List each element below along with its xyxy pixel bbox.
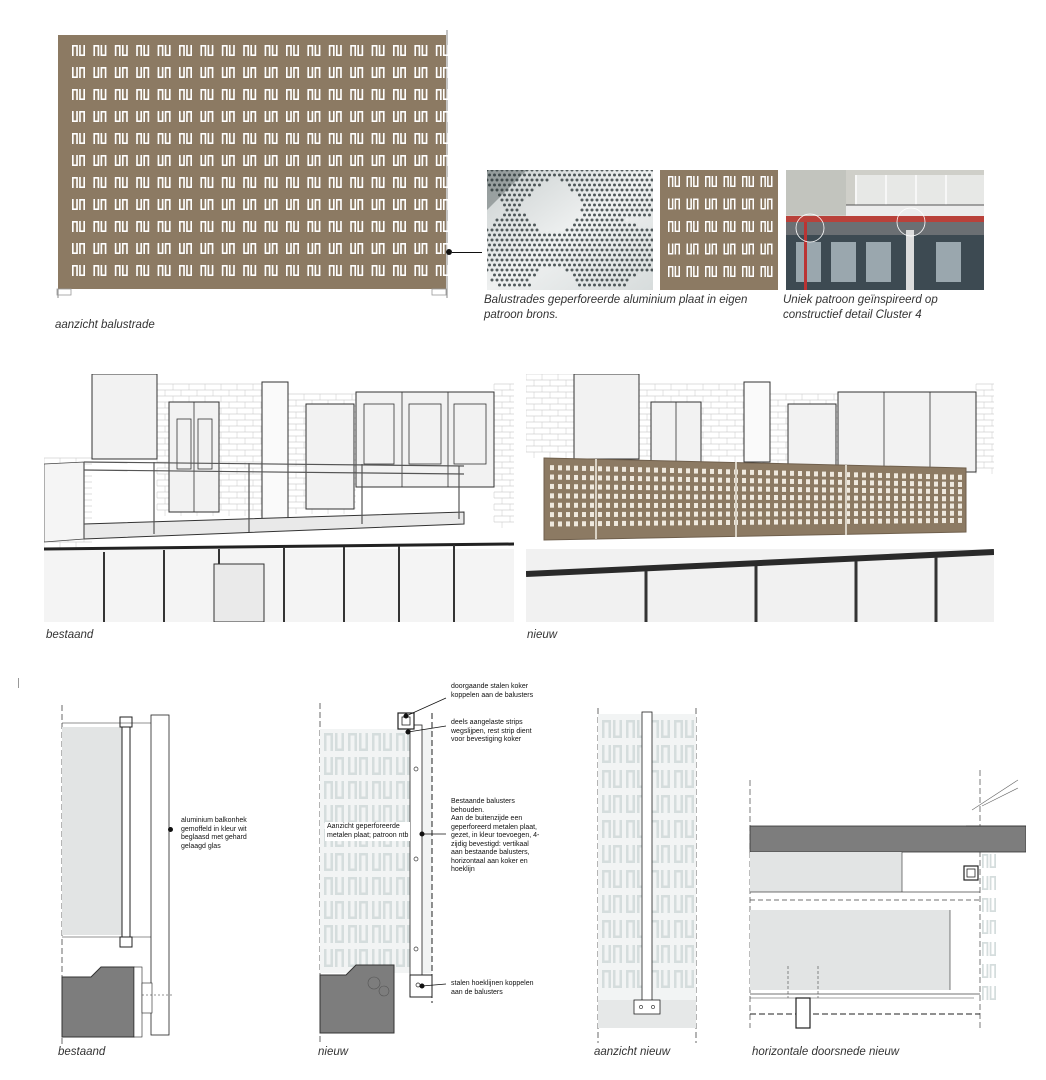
caption-bestaand-bottom: bestaand: [58, 1046, 106, 1058]
pattern-cutout: [990, 964, 996, 978]
caption-horizontale-doorsnede: horizontale doorsnede nieuw: [752, 1046, 900, 1058]
pattern-cutout: [990, 986, 996, 1000]
pattern-cutout: [982, 876, 988, 890]
note-balkonhek: aluminium balkonhek gemoffeld in kleur wit beglaasd met gehard gelaagd glas: [181, 817, 247, 850]
building-photo: [786, 170, 984, 290]
pattern-cutout: [982, 920, 988, 934]
balustrade-elevation: [55, 30, 455, 300]
detail-horizontale-doorsnede: [736, 770, 1026, 1030]
caption-bestaand-top: bestaand: [46, 629, 94, 641]
pattern-cutout: [982, 964, 988, 978]
caption-perforated: Balustrades geperforeerde aluminium plaat in eigen patroon brons.: [484, 294, 748, 321]
pattern-cutout: [990, 876, 996, 890]
caption-nieuw-bottom: nieuw: [318, 1046, 349, 1058]
detail-bestaand: [56, 705, 176, 1045]
note-balusters: Bestaande balusters behouden. Aan de buitenzijde een geperforeerd metalen plaat, gezet, in kleur toevoegen, 4- zijdig bevestigd: vertikaal aan bestaande balusters, horizontaal aan koker en hoeklijn: [451, 798, 540, 873]
pattern-cutout: [982, 854, 988, 868]
pattern-cutout: [982, 942, 988, 956]
caption-aanzicht-nieuw: aanzicht nieuw: [594, 1046, 671, 1058]
pattern-cutout: [990, 942, 996, 956]
caption-nieuw-top: nieuw: [527, 629, 558, 641]
perspective-nieuw: [526, 374, 994, 622]
pattern-cutout: [990, 898, 996, 912]
note-strips: deels aangelaste strips wegslijpen, rest strip dient voor bevestiging koker: [451, 719, 532, 743]
note-stalen-koker: doorgaande stalen koker koppelen aan de balusters: [451, 683, 534, 699]
note-aanzicht-plaat: Aanzicht geperforeerde metalen plaat; patroon ntb: [325, 822, 410, 841]
margin-tick: [18, 678, 19, 688]
caption-aanzicht-balustrade: aanzicht balustrade: [55, 319, 155, 331]
caption-unique-pattern: Uniek patroon geïnspireerd op constructief detail Cluster 4: [783, 294, 938, 321]
detail-aanzicht-nieuw: [592, 708, 702, 1043]
perforated-metal-photo: [487, 170, 653, 290]
pattern-cutout: [990, 920, 996, 934]
callout-line: [452, 252, 482, 253]
note-hoeklijnen: stalen hoeklijnen koppelen aan de balusters: [451, 980, 534, 996]
pattern-sample-photo: [660, 170, 778, 290]
perspective-bestaand: [44, 374, 514, 622]
pattern-cutout: [982, 898, 988, 912]
callout-dot-balkonhek: [168, 827, 173, 832]
pattern-cutout: [982, 986, 988, 1000]
pattern-cutout: [990, 854, 996, 868]
